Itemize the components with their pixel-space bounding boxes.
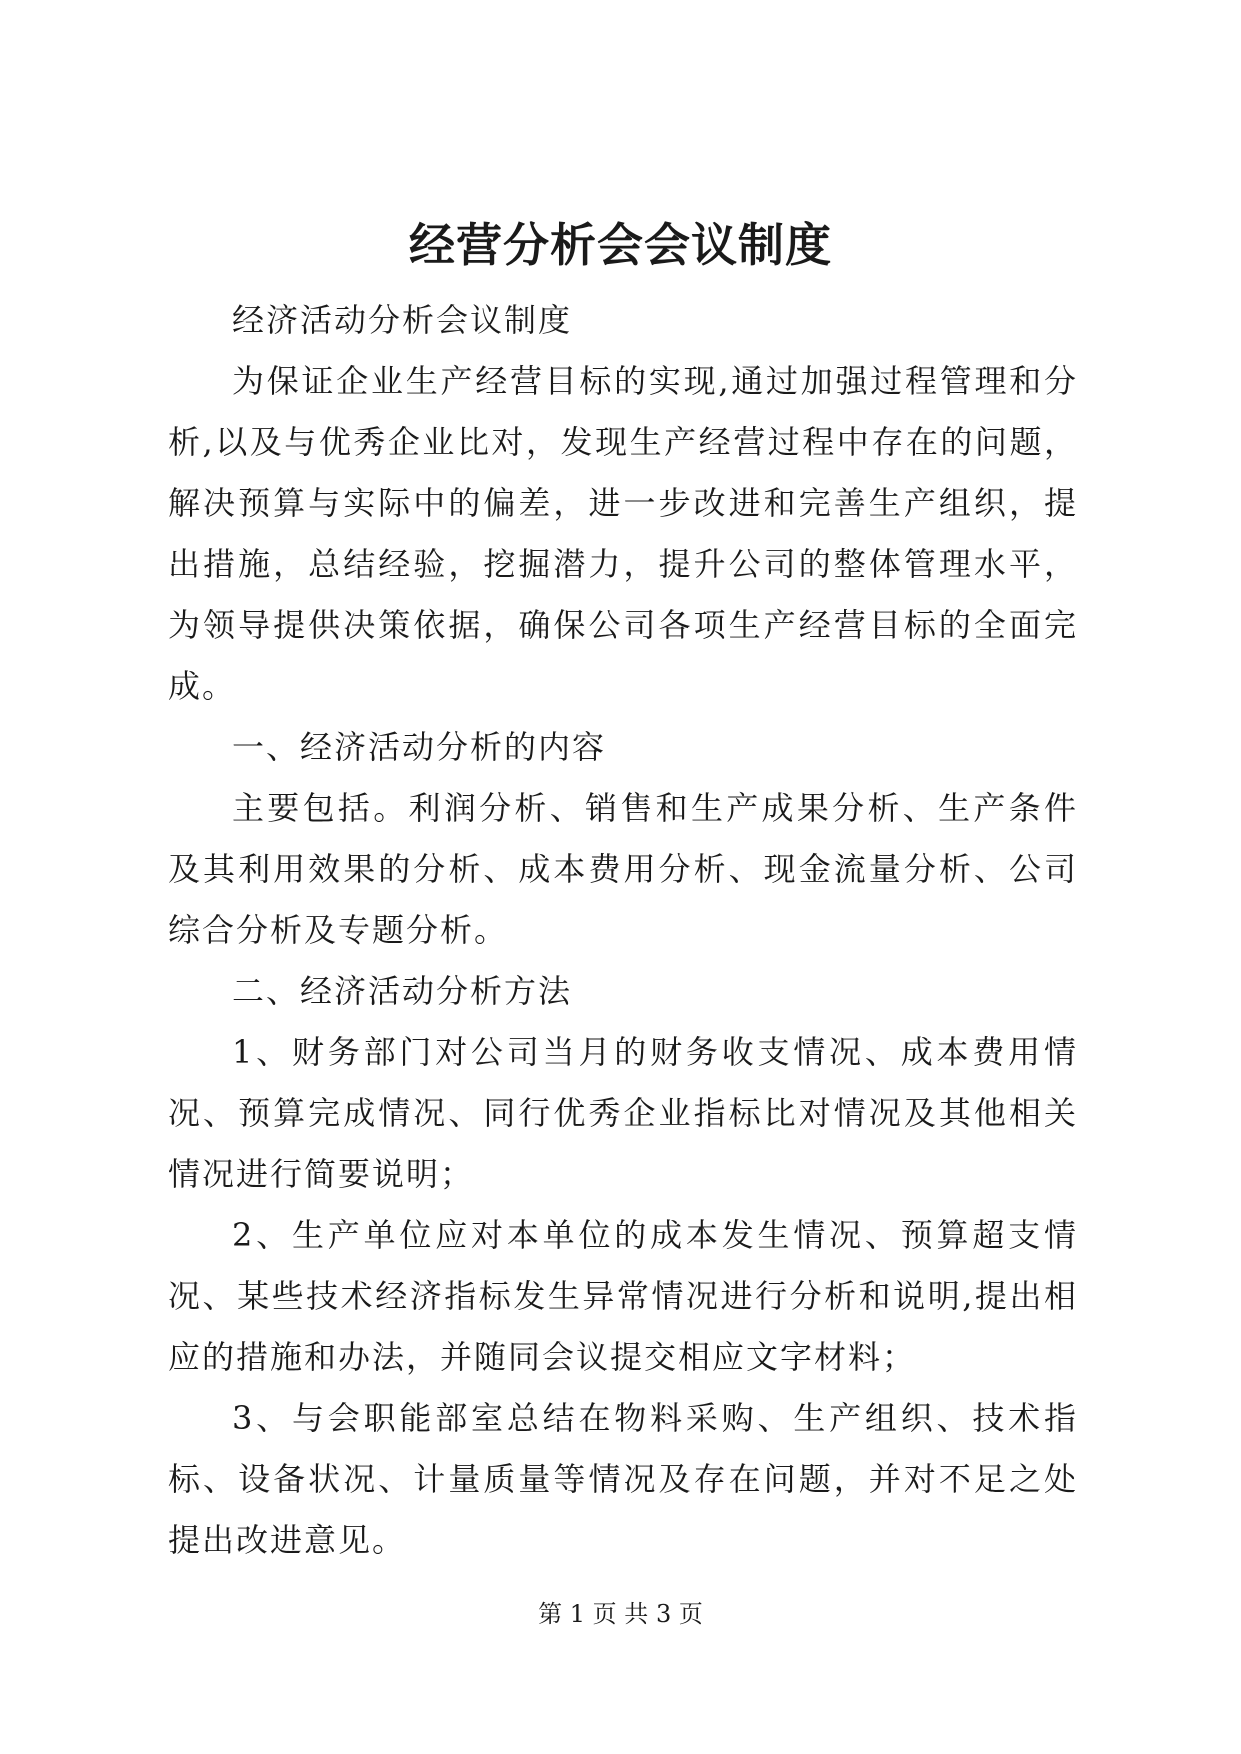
paragraph-intro: 为保证企业生产经营目标的实现,通过加强过程管理和分析,以及与优秀企业比对，发现生产经营过程中存在的问题，解决预算与实际中的偏差，进一步改进和完善生产组织，提出措施，总结经验，挖掘潜力，提升公司的整体管理水平，为领导提供决策依据，确保公司各项生产经营目标的全面完成。 [168, 362, 1078, 705]
list-item-1: 1、财务部门对公司当月的财务收支情况、成本费用情况、预算完成情况、同行优秀企业指标比对情况及其他相关情况进行简要说明； [168, 1033, 1078, 1193]
paragraph-content: 主要包括。利润分析、销售和生产成果分析、生产条件及其利用效果的分析、成本费用分析、现金流量分析、公司综合分析及专题分析。 [168, 789, 1078, 949]
section-heading-2: 二、经济活动分析方法 [232, 972, 573, 1010]
document-body [168, 290, 1078, 1571]
paragraph-subtitle: 经济活动分析会议制度 [232, 301, 573, 339]
document-title: 经营分析会会议制度 [409, 218, 832, 272]
list-item-3: 3、与会职能部室总结在物料采购、生产组织、技术指标、设备状况、计量质量等情况及存在问题，并对不足之处提出改进意见。 [168, 1399, 1078, 1559]
list-item-2: 2、生产单位应对本单位的成本发生情况、预算超支情况、某些技术经济指标发生异常情况进行分析和说明,提出相应的措施和办法，并随同会议提交相应文字材料； [168, 1216, 1078, 1376]
page-footer: 第 1 页 共 3 页 [538, 1600, 703, 1628]
section-heading-1: 一、经济活动分析的内容 [232, 728, 607, 766]
